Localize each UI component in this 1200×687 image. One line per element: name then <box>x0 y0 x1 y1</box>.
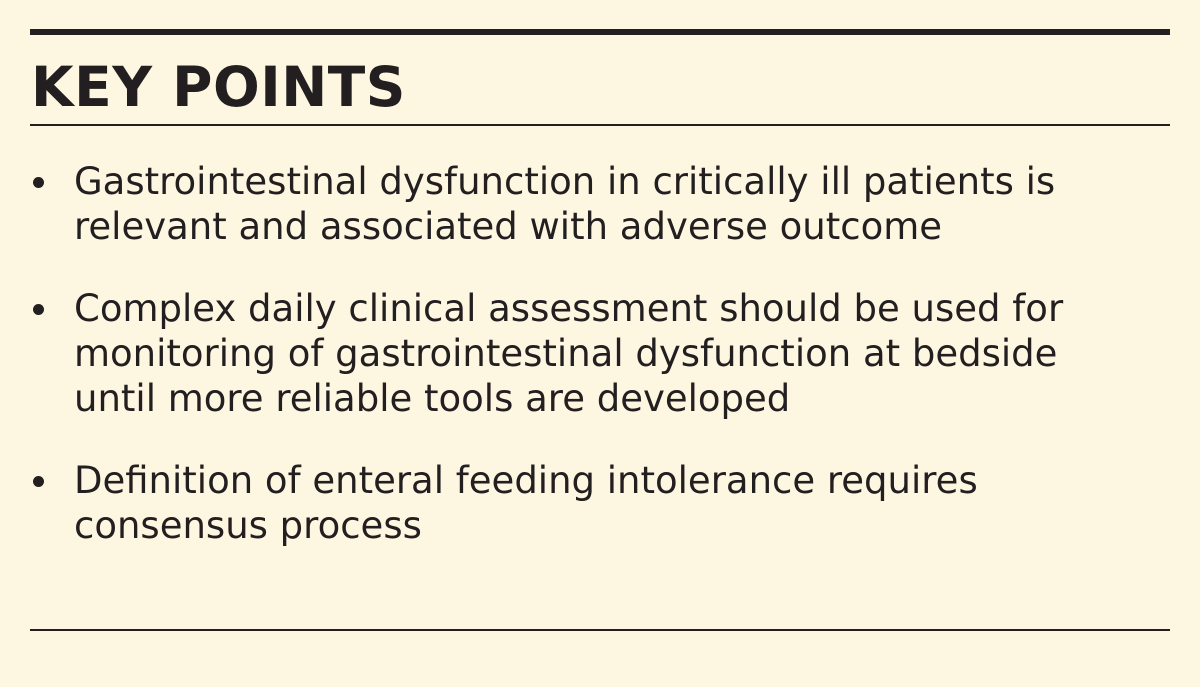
key-point-2 <box>30 286 1150 421</box>
bottom-rule <box>30 629 1170 631</box>
key-points-heading: KEY POINTS <box>31 55 406 119</box>
top-rule <box>30 29 1170 35</box>
key-points-list <box>30 159 1150 548</box>
key-point-1 <box>30 159 1150 249</box>
bullet-icon <box>33 476 44 487</box>
key-point-text: Gastrointestinal dysfunction in critically ill patients is relevant and associated with adverse outcome <box>74 160 1056 248</box>
heading-divider <box>30 124 1170 126</box>
bullet-icon <box>33 177 44 188</box>
key-point-text: Complex daily clinical assessment should be used for monitoring of gastrointestinal dysfunction at bedside until more reliable tools are developed <box>74 287 1064 420</box>
bullet-icon <box>33 304 44 315</box>
key-point-text: Definition of enteral feeding intolerance requires consensus process <box>74 459 978 547</box>
key-point-3 <box>30 458 1150 548</box>
